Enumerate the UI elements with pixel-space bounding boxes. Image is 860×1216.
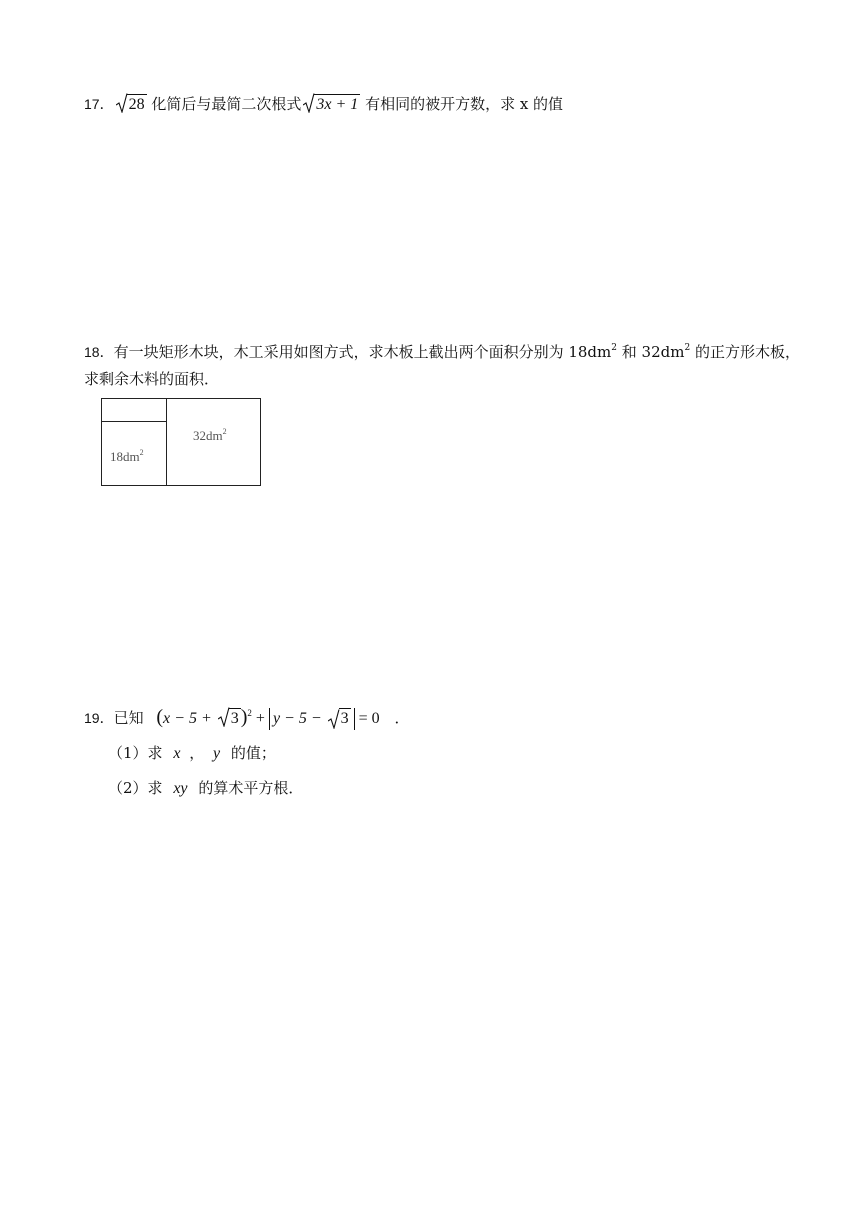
question-17 xyxy=(84,91,563,118)
question-text: 有相同的被开方数，求 x 的值 xyxy=(365,95,564,113)
question-19: 19．已知 (x − 5 + 3 )$^2$ + y − 5 − 3 = 0 ． xyxy=(84,700,409,732)
question-18: 18．有一块矩形木块，木工采用如图方式，求木板上截出两个面积分别为 $18dm^2$ 和 $32dm^2$ 的正方形木板， xyxy=(84,343,800,361)
question-number: 19． xyxy=(84,710,114,726)
large-square-label: $32dm^2$ xyxy=(193,427,227,443)
question-number: 18． xyxy=(84,344,114,360)
question-text: 有一块矩形木块，木工采用如图方式，求木板上截出两个面积分别为 18dm xyxy=(113,343,612,361)
question-number: 17． xyxy=(84,96,114,112)
question-19-part-2: （2）求 xy 的算术平方根． xyxy=(108,779,304,797)
radical-sign-icon xyxy=(218,707,230,727)
sqrt-3x-plus-1: 3x + 1 xyxy=(303,92,360,118)
sqrt-28: 28 xyxy=(116,92,147,118)
sqrt-3: 3 xyxy=(218,706,241,732)
sqrt-3: 3 xyxy=(328,708,351,730)
wood-board-diagram xyxy=(101,398,261,486)
question-18-line2: 求剩余木料的面积． xyxy=(84,370,220,388)
radical-sign-icon xyxy=(328,709,340,729)
radical-sign-icon xyxy=(116,93,128,113)
question-text: 化简后与最简二次根式 xyxy=(151,95,302,113)
equation: (x − 5 + 3 )$^2$ + y − 5 − 3 = 0 xyxy=(156,710,379,727)
small-square-label: $18dm^2$ xyxy=(110,448,144,464)
radical-sign-icon xyxy=(303,93,315,113)
question-19-part-1: （1）求 x ， y 的值； xyxy=(108,744,276,762)
absolute-value: y − 5 − 3 xyxy=(269,708,355,730)
board-figure xyxy=(101,398,262,487)
